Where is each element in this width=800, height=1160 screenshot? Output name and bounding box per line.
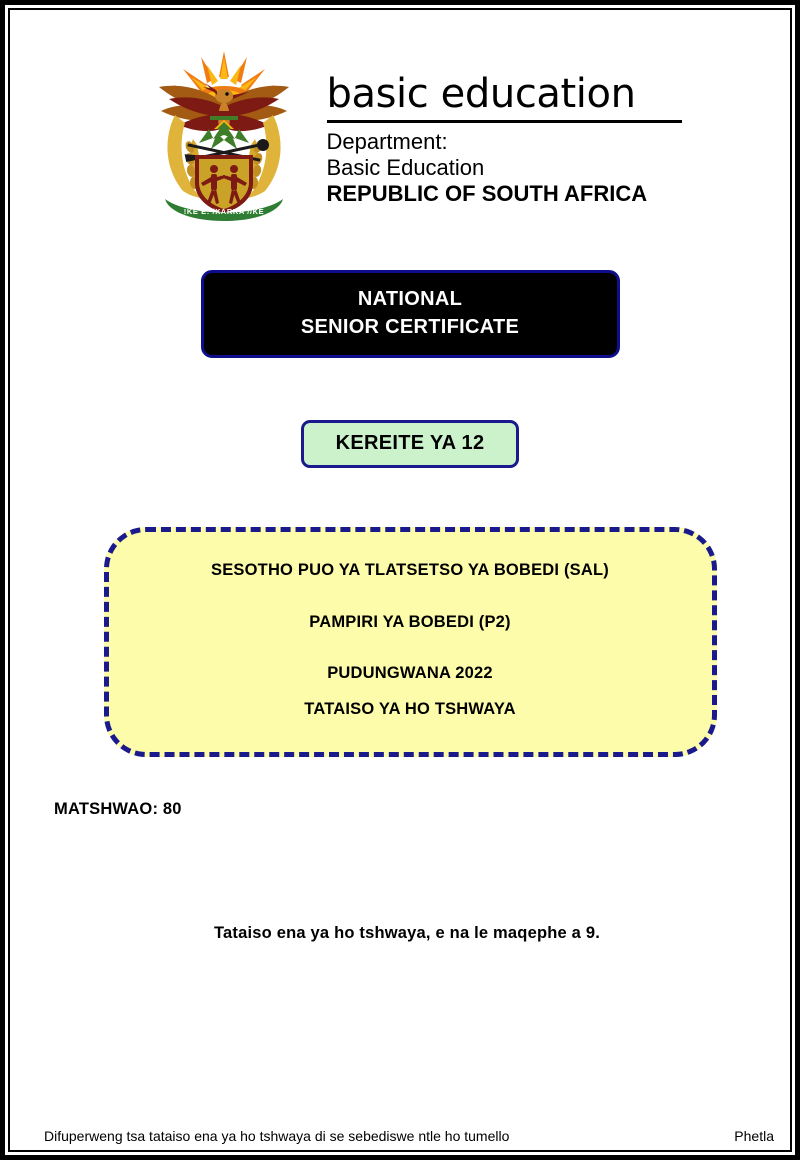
page-inner-border	[8, 8, 792, 1152]
country-name: REPUBLIC OF SOUTH AFRICA	[326, 180, 648, 206]
document-type: TATAISO YA HO TSHWAYA	[304, 700, 516, 719]
copyright-notice: Difuperweng tsa tataiso ena ya ho tshwaya di se sebediswe ntle ho tumello	[44, 1128, 510, 1144]
department-header	[20, 20, 800, 221]
certificate-line-1: NATIONAL	[357, 288, 463, 310]
subject-panel-wrap	[20, 527, 800, 757]
department-wordmark	[327, 43, 682, 207]
paper-number: PAMPIRI YA BOBEDI (P2)	[309, 612, 511, 631]
certificate-banner-wrap	[20, 270, 800, 358]
grade-banner: KEREITE YA 12	[301, 420, 520, 468]
department-label: Department:	[326, 129, 448, 154]
grade-banner-wrap	[20, 420, 800, 468]
page-content	[20, 20, 800, 1160]
subject-panel	[104, 527, 717, 757]
page-count-note: Tataiso ena ya ho tshwaya, e na le maqephe a 9.	[214, 923, 600, 942]
marks-line: MATSHWAO: 80	[54, 799, 182, 818]
coat-of-arms-motto: !KE E: /XARRA //KE	[183, 207, 264, 216]
department-name: Basic Education	[326, 154, 485, 180]
page-footer	[44, 1128, 776, 1144]
brand-divider	[327, 120, 682, 123]
certificate-line-2: SENIOR CERTIFICATE	[300, 316, 520, 339]
certificate-banner	[201, 270, 620, 358]
subject-title: SESOTHO PUO YA TLATSETSO YA BOBEDI (SAL)	[211, 560, 609, 579]
turn-over-label: Phetla	[734, 1128, 774, 1144]
brand-title: basic education	[326, 71, 636, 117]
exam-session: PUDUNGWANA 2022	[327, 664, 493, 683]
south-african-coat-of-arms-icon	[139, 43, 309, 221]
